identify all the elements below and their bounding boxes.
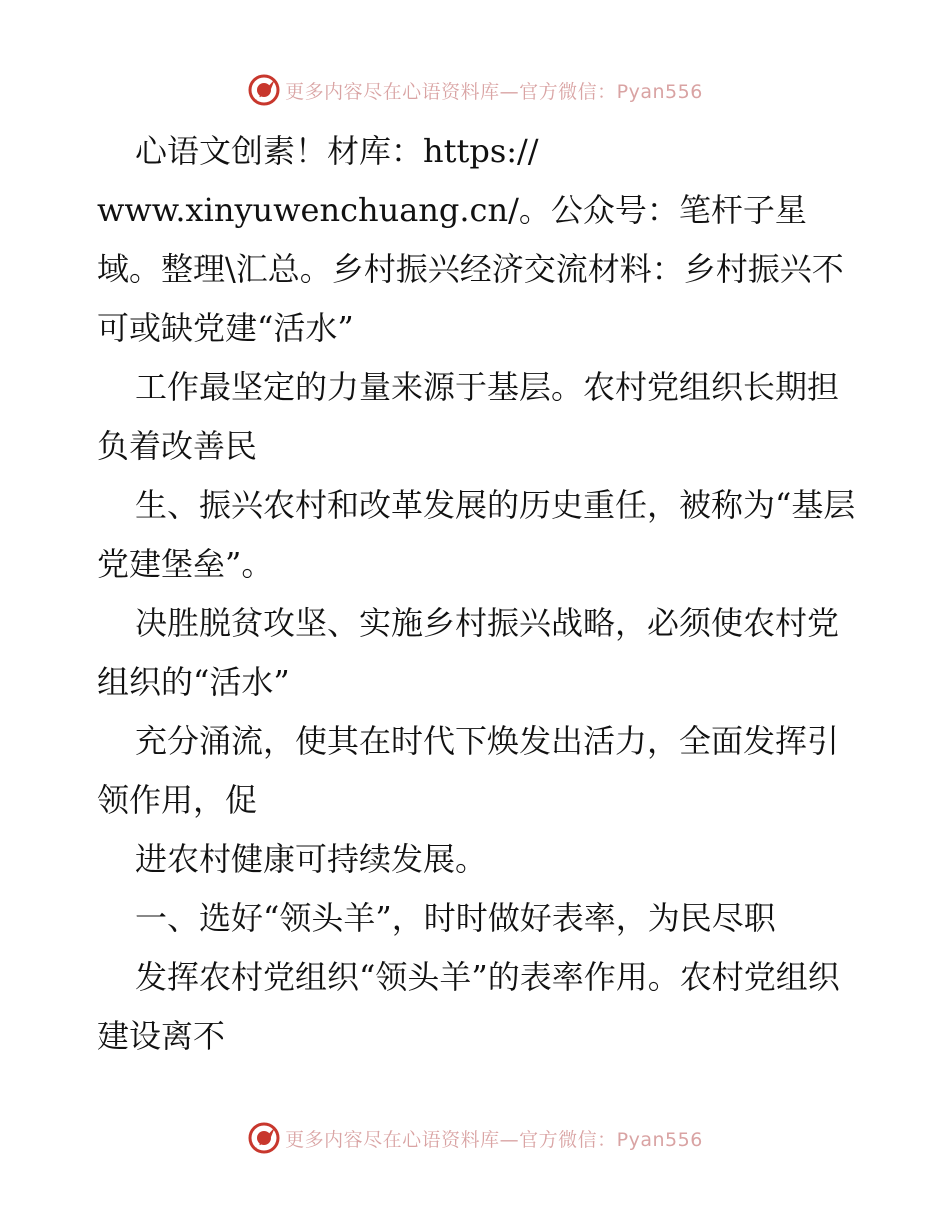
paragraph: www.xinyuwenchuang.cn/。公众号：笔杆子星域。整理\汇总。乡村振兴经济交流材料：乡村振兴不可或缺党建“活水” [97,191,844,347]
footer-banner-text: 更多内容尽在心语资料库—官方微信：Pyan556 [285,1128,703,1151]
quill-pen-logo-icon [247,73,281,107]
paragraph: 充分涌流，使其在时代下焕发出活力，全面发挥引领作用，促 [97,722,840,819]
paragraph: 心语文创素！材库：https:// [135,132,539,170]
section-heading: 一、选好“领头羊”，时时做好表率，为民尽职 [135,899,776,937]
document-body [97,122,857,1066]
paragraph: 生、振兴农村和改革发展的历史重任，被称为“基层党建堡垒”。 [97,486,856,583]
quill-pen-logo-icon [247,1121,281,1155]
header-banner [0,70,950,110]
paragraph: 进农村健康可持续发展。 [135,840,488,878]
paragraph: 发挥农村党组织“领头羊”的表率作用。农村党组织建设离不 [97,958,840,1055]
footer-banner [0,1118,950,1158]
header-banner-text: 更多内容尽在心语资料库—官方微信：Pyan556 [285,80,703,103]
paragraph: 工作最坚定的力量来源于基层。农村党组织长期担负着改善民 [97,368,840,465]
paragraph: 决胜脱贫攻坚、实施乡村振兴战略，必须使农村党组织的“活水” [97,604,840,701]
